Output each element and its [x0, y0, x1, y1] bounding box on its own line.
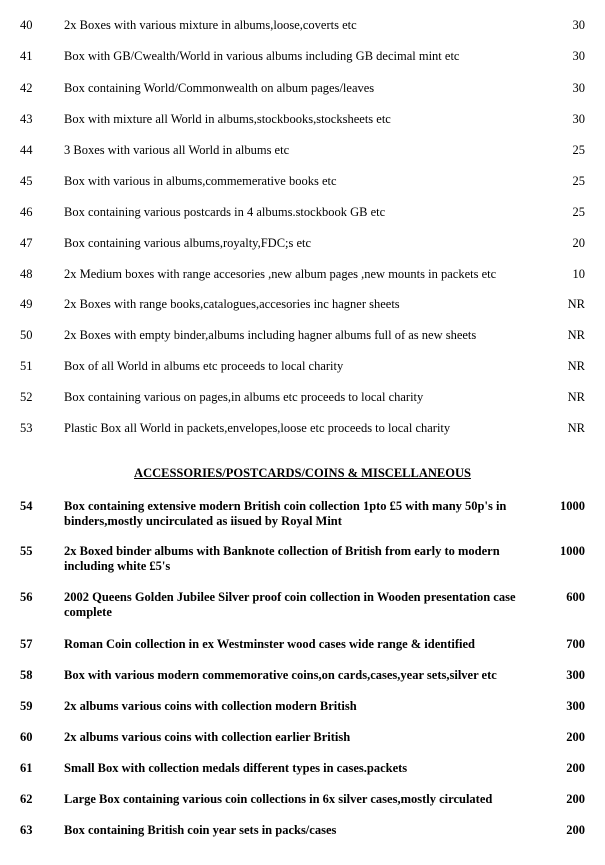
- lot-number: 54: [20, 499, 33, 513]
- lot-description: Box containing British coin year sets in packs/cases: [64, 823, 337, 837]
- lot-number: 53: [20, 421, 33, 435]
- lot-number: 41: [20, 49, 33, 63]
- lot-estimate: 1000: [560, 499, 585, 513]
- lot-description: 2x Boxes with range books,catalogues,accesories inc hagner sheets: [64, 297, 400, 311]
- lot-description: Box containing extensive modern British coin collection 1pto £5 with many 50p's in binders,mostly uncirculated as iisued by Royal Mint: [64, 499, 507, 528]
- lot-estimate: NR: [567, 421, 585, 435]
- lot-number: 46: [20, 205, 33, 219]
- lot-description: Large Box containing various coin collections in 6x silver cases,mostly circulated: [64, 792, 493, 806]
- lot-estimate: 30: [572, 18, 585, 32]
- lot-estimate: 1000: [560, 544, 585, 558]
- lot-description: Box with various in albums,commemerative books etc: [64, 174, 337, 188]
- lot-description: Small Box with collection medals different types in cases.packets: [64, 761, 408, 775]
- lot-estimate: 25: [572, 143, 585, 157]
- lot-number: 60: [20, 730, 33, 744]
- lot-estimate: NR: [567, 359, 585, 373]
- lot-description: Box with GB/Cwealth/World in various albums including GB decimal mint etc: [64, 49, 460, 63]
- lot-number: 42: [20, 81, 33, 95]
- lot-estimate: 700: [566, 637, 585, 651]
- lot-number: 55: [20, 544, 33, 558]
- lot-description: 2x Boxed binder albums with Banknote collection of British from early to modern including white £5's: [64, 544, 500, 573]
- lot-description: 2x Boxes with empty binder,albums including hagner albums full of as new sheets: [64, 328, 477, 342]
- lot-number: 63: [20, 823, 33, 837]
- lot-estimate: 30: [572, 112, 585, 126]
- lot-description: Box containing various on pages,in albums etc proceeds to local charity: [64, 390, 424, 404]
- lot-number: 51: [20, 359, 33, 373]
- lot-estimate: 20: [572, 236, 585, 250]
- lot-number: 50: [20, 328, 33, 342]
- lot-description: Box containing various postcards in 4 albums.stockbook GB etc: [64, 205, 386, 219]
- lot-description: 2x Boxes with various mixture in albums,loose,coverts etc: [64, 18, 357, 32]
- lot-estimate: NR: [567, 297, 585, 311]
- lot-estimate: 200: [566, 792, 585, 806]
- lot-description: Roman Coin collection in ex Westminster wood cases wide range & identified: [64, 637, 475, 651]
- lot-number: 58: [20, 668, 33, 682]
- lot-number: 45: [20, 174, 33, 188]
- lot-number: 62: [20, 792, 33, 806]
- lot-estimate: 200: [566, 730, 585, 744]
- lot-description: 2002 Queens Golden Jubilee Silver proof coin collection in Wooden presentation case complete: [64, 590, 516, 619]
- lot-estimate: 300: [566, 668, 585, 682]
- lot-number: 56: [20, 590, 33, 604]
- section-heading: ACCESSORIES/POSTCARDS/COINS & MISCELLANEOUS: [134, 466, 471, 480]
- lot-number: 59: [20, 699, 33, 713]
- lot-description: Box containing World/Commonwealth on album pages/leaves: [64, 81, 375, 95]
- lot-description: Box with mixture all World in albums,stockbooks,stocksheets etc: [64, 112, 391, 126]
- lot-number: 44: [20, 143, 33, 157]
- lot-description: Box with various modern commemorative coins,on cards,cases,year sets,silver etc: [64, 668, 497, 682]
- lot-description: Plastic Box all World in packets,envelopes,loose etc proceeds to local charity: [64, 421, 451, 435]
- lot-estimate: NR: [567, 390, 585, 404]
- lot-number: 40: [20, 18, 33, 32]
- lot-estimate: NR: [567, 328, 585, 342]
- lot-number: 57: [20, 637, 33, 651]
- lot-estimate: 600: [566, 590, 585, 604]
- lot-description: 2x Medium boxes with range accesories ,new album pages ,new mounts in packets etc: [64, 267, 497, 281]
- lot-estimate: 200: [566, 823, 585, 837]
- lot-number: 48: [20, 267, 33, 281]
- lot-description: Box of all World in albums etc proceeds to local charity: [64, 359, 344, 373]
- lot-estimate: 30: [572, 49, 585, 63]
- lot-estimate: 200: [566, 761, 585, 775]
- lot-description: 2x albums various coins with collection modern British: [64, 699, 357, 713]
- lot-number: 47: [20, 236, 33, 250]
- lot-number: 49: [20, 297, 33, 311]
- lot-estimate: 25: [572, 174, 585, 188]
- lot-estimate: 30: [572, 81, 585, 95]
- lot-estimate: 10: [572, 267, 585, 281]
- lot-description: Box containing various albums,royalty,FDC;s etc: [64, 236, 312, 250]
- lot-description: 3 Boxes with various all World in albums etc: [64, 143, 290, 157]
- lot-number: 61: [20, 761, 33, 775]
- lot-estimate: 300: [566, 699, 585, 713]
- lot-description: 2x albums various coins with collection earlier British: [64, 730, 351, 744]
- lot-estimate: 25: [572, 205, 585, 219]
- lot-number: 52: [20, 390, 33, 404]
- lot-number: 43: [20, 112, 33, 126]
